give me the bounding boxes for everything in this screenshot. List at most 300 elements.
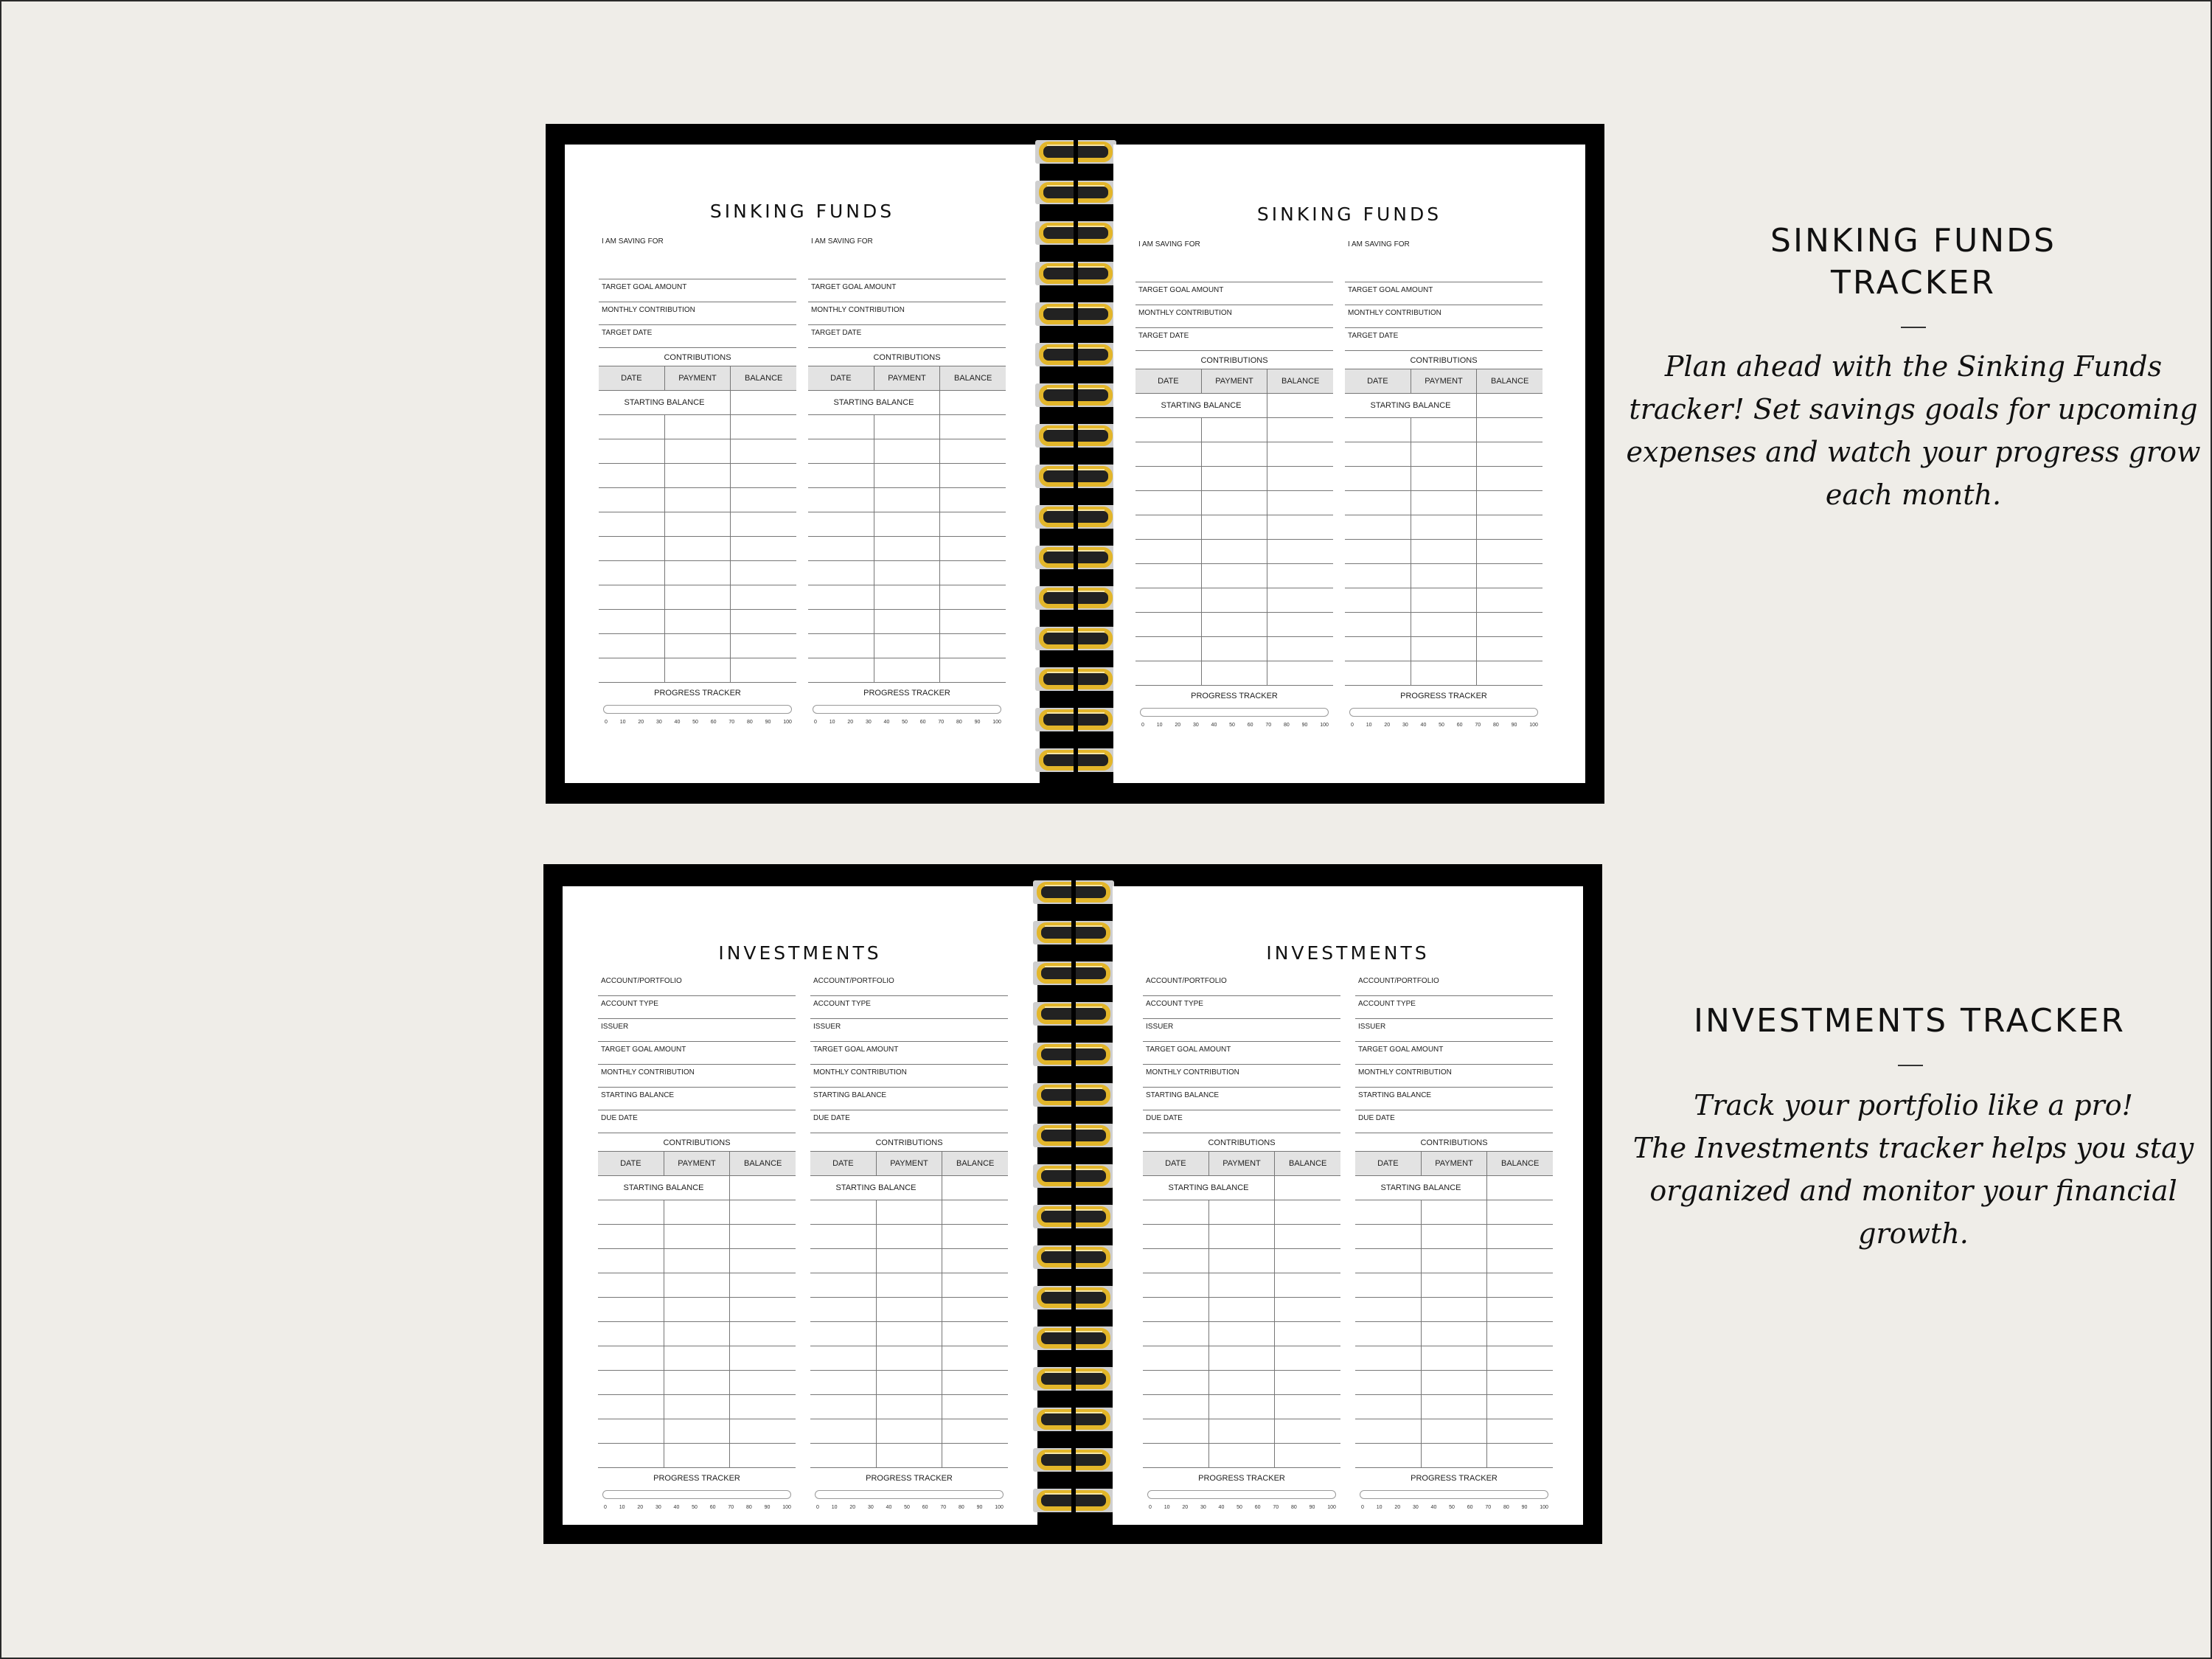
table-row[interactable] [599,537,796,561]
field-label: TARGET GOAL AMOUNT [1355,1042,1553,1065]
progress-tracker-label: PROGRESS TRACKER [1400,692,1487,700]
table-row[interactable] [598,1322,796,1346]
investments-heading [1607,1000,2212,1042]
table-row[interactable] [810,1395,1008,1419]
table-row[interactable] [599,561,796,585]
progress-tick-label: 30 [865,720,872,725]
progress-bar [1349,708,1538,717]
contributions-label: CONTRIBUTIONS [1410,356,1478,365]
table-row[interactable] [1355,1395,1553,1419]
table-row[interactable] [1143,1200,1340,1225]
heading-line-2: TRACKER [1831,264,1996,302]
heading-line: INVESTMENTS TRACKER [1693,1002,2126,1040]
table-header-cell: PAYMENT [664,1152,730,1175]
progress-tick-label: 100 [1320,723,1329,728]
heading-line-1: SINKING FUNDS [1770,222,2056,260]
investments-right-page [1113,886,1583,1525]
table-header [808,366,1006,391]
table-row[interactable] [1143,1273,1340,1298]
progress-tracker-label: PROGRESS TRACKER [1198,1474,1285,1483]
table-row[interactable] [810,1346,1008,1371]
heading-divider [1901,327,1926,328]
progress-tracker-label: PROGRESS TRACKER [654,689,741,698]
field-label: TARGET DATE [1345,328,1543,351]
table-row[interactable] [808,439,1006,464]
progress-tick-label: 40 [1430,1505,1437,1510]
table-row[interactable] [1143,1419,1340,1444]
field-label: ACCOUNT/PORTFOLIO [1143,973,1340,996]
starting-balance-row [1355,1176,1553,1200]
contribution-grid [810,1200,1008,1468]
starting-balance-cell[interactable] [942,1176,1008,1200]
table-header-cell: PAYMENT [664,366,731,390]
table-row[interactable] [810,1249,1008,1273]
table-row[interactable] [1355,1225,1553,1249]
investments-column-4 [1355,973,1553,1510]
field-label: ISSUER [598,1019,796,1042]
sinking-funds-planner [546,124,1604,804]
progress-tick-label: 40 [883,720,890,725]
starting-balance-label: STARTING BALANCE [835,1183,917,1192]
table-row[interactable] [808,488,1006,512]
table-row[interactable] [808,610,1006,634]
progress-ticks [605,720,792,725]
progress-tick-label: 60 [922,1505,928,1510]
table-header-cell: BALANCE [939,366,1006,390]
progress-tick-label: 70 [728,1505,734,1510]
progress-bar [1360,1490,1548,1499]
progress-tick-label: 50 [692,1505,698,1510]
table-header-cell: DATE [620,1159,641,1168]
progress-tick-label: 20 [1182,1505,1189,1510]
progress-tick-label: 30 [655,1505,661,1510]
starting-balance-label: STARTING BALANCE [1370,401,1451,410]
table-row[interactable] [1135,564,1333,588]
table-row[interactable] [1143,1395,1340,1419]
field-label: MONTHLY CONTRIBUTION [1135,305,1333,328]
starting-balance-label: STARTING BALANCE [833,398,914,407]
table-row[interactable] [1135,467,1333,491]
table-row[interactable] [808,634,1006,658]
table-row[interactable] [1355,1322,1553,1346]
field-label: DUE DATE [1143,1110,1340,1133]
column-divider [1421,1200,1422,1468]
progress-tick-label: 80 [746,720,753,725]
progress-tracker-label: PROGRESS TRACKER [1411,1474,1498,1483]
progress-tick-label: 60 [709,1505,716,1510]
table-row[interactable] [599,464,796,488]
progress-tick-label: 60 [919,720,926,725]
progress-tick-label: 50 [1237,1505,1242,1510]
table-row[interactable] [1355,1298,1553,1322]
progress-tick-label: 40 [1420,723,1427,728]
table-row[interactable] [599,512,796,537]
field-label: ACCOUNT TYPE [810,996,1008,1019]
table-row[interactable] [810,1322,1008,1346]
starting-balance-cell[interactable] [1476,394,1543,417]
contributions-label: CONTRIBUTIONS [1420,1138,1488,1147]
progress-tick-label: 30 [1200,1505,1206,1510]
contribution-grid [1135,418,1333,686]
table-row[interactable] [1355,1346,1553,1371]
table-row[interactable] [1355,1200,1553,1225]
progress-bar [602,1490,791,1499]
field-label: ACCOUNT TYPE [1355,996,1553,1019]
page-title: INVESTMENTS [1266,942,1430,964]
field-label: DUE DATE [1355,1110,1553,1133]
field-label: TARGET GOAL AMOUNT [1143,1042,1340,1065]
contribution-grid [598,1200,796,1468]
table-header [1355,1151,1553,1176]
field-label: MONTHLY CONTRIBUTION [1345,305,1543,328]
starting-balance-cell[interactable] [1486,1176,1553,1200]
field-label: TARGET GOAL AMOUNT [598,1042,796,1065]
investments-planner [543,864,1602,1544]
table-header-cell: BALANCE [1486,1152,1553,1175]
progress-ticks [1149,1505,1336,1510]
progress-tick-label: 90 [1309,1505,1315,1510]
progress-tick-label: 100 [992,720,1001,725]
progress-tick-label: 0 [605,720,608,725]
field-label: ISSUER [810,1019,1008,1042]
progress-ticks [1361,1505,1548,1510]
progress-tick-label: 70 [728,720,735,725]
table-row[interactable] [808,537,1006,561]
field-label: ACCOUNT/PORTFOLIO [810,973,1008,996]
table-row[interactable] [810,1225,1008,1249]
field-label: TARGET GOAL AMOUNT [1345,282,1543,305]
table-row[interactable] [1135,588,1333,613]
table-row[interactable] [1345,515,1543,540]
column-divider [664,415,665,683]
field-label: TARGET GOAL AMOUNT [810,1042,1008,1065]
progress-tick-label: 30 [1412,1505,1419,1510]
investments-column-3 [1143,973,1340,1510]
table-header-cell: DATE [1165,1159,1186,1168]
progress-tick-label: 90 [974,720,981,725]
progress-tick-label: 80 [745,1505,752,1510]
table-row[interactable] [598,1371,796,1395]
contributions-label: CONTRIBUTIONS [664,353,731,362]
progress-tick-label: 10 [1156,723,1163,728]
field-label: MONTHLY CONTRIBUTION [598,1065,796,1088]
starting-balance-row [810,1176,1008,1200]
progress-tick-label: 20 [1175,723,1181,728]
table-header-cell: BALANCE [729,1152,796,1175]
table-row[interactable] [1143,1298,1340,1322]
progress-ticks [816,1505,1004,1510]
progress-tick-label: 40 [1218,1505,1225,1510]
progress-tick-label: 80 [956,720,962,725]
progress-ticks [1351,723,1538,728]
field-label: MONTHLY CONTRIBUTION [1355,1065,1553,1088]
table-row[interactable] [1345,467,1543,491]
starting-balance-cell[interactable] [729,1176,796,1200]
column-divider [939,415,940,683]
contributions-label: CONTRIBUTIONS [875,1138,943,1147]
table-row[interactable] [599,439,796,464]
table-header-cell: DATE [1367,377,1388,386]
contributions-label: CONTRIBUTIONS [1208,1138,1276,1147]
table-row[interactable] [1345,661,1543,686]
sinking-column-1 [599,234,796,725]
table-row[interactable] [808,561,1006,585]
starting-balance-cell[interactable] [939,391,1006,414]
table-row[interactable] [1355,1444,1553,1468]
table-header [1135,369,1333,394]
table-row[interactable] [1345,540,1543,564]
description-line: each month. [1825,479,2002,511]
progress-tick-label: 10 [619,720,626,725]
progress-tracker-label: PROGRESS TRACKER [1191,692,1278,700]
center-gap [1074,124,1078,804]
progress-tick-label: 40 [673,1505,680,1510]
table-row[interactable] [599,610,796,634]
table-row[interactable] [1345,564,1543,588]
progress-tick-label: 70 [1273,1505,1279,1510]
table-row[interactable] [598,1298,796,1322]
progress-tick-label: 30 [655,720,662,725]
contribution-grid [808,415,1006,683]
table-row[interactable] [810,1298,1008,1322]
description-line: Plan ahead with the Sinking Funds [1664,350,2163,383]
table-row[interactable] [1345,491,1543,515]
table-row[interactable] [1135,418,1333,442]
progress-tick-label: 80 [1283,723,1290,728]
progress-tick-label: 50 [1439,723,1444,728]
field-label: DUE DATE [810,1110,1008,1133]
table-row[interactable] [1143,1225,1340,1249]
progress-tracker-label: PROGRESS TRACKER [866,1474,953,1483]
table-row[interactable] [1135,442,1333,467]
table-row[interactable] [808,464,1006,488]
table-row[interactable] [1135,613,1333,637]
progress-tick-label: 0 [604,1505,607,1510]
progress-tick-label: 90 [1511,723,1517,728]
table-header-cell: DATE [1377,1159,1399,1168]
field-label: STARTING BALANCE [1143,1088,1340,1110]
table-header-cell: DATE [621,374,642,383]
table-row[interactable] [599,415,796,439]
table-row[interactable] [598,1419,796,1444]
progress-tick-label: 60 [1456,723,1463,728]
progress-tick-label: 30 [867,1505,874,1510]
progress-tick-label: 0 [1361,1505,1364,1510]
column-divider [1208,1200,1209,1468]
field-label: STARTING BALANCE [598,1088,796,1110]
table-row[interactable] [599,585,796,610]
field-label: TARGET DATE [1135,328,1333,351]
field-label: MONTHLY CONTRIBUTION [808,302,1006,325]
field-label: ACCOUNT/PORTFOLIO [1355,973,1553,996]
description-line: growth. [1858,1217,1969,1250]
sinking-funds-description [1626,345,2201,516]
progress-tick-label: 90 [1521,1505,1528,1510]
starting-balance-label: STARTING BALANCE [624,398,705,407]
starting-balance-row [1345,394,1543,418]
contributions-label: CONTRIBUTIONS [663,1138,731,1147]
progress-tick-label: 80 [1290,1505,1297,1510]
table-row[interactable] [599,634,796,658]
progress-tick-label: 10 [1376,1505,1382,1510]
field-label: TARGET GOAL AMOUNT [1135,282,1333,305]
starting-balance-row [1143,1176,1340,1200]
progress-tick-label: 90 [976,1505,983,1510]
contribution-grid [1355,1200,1553,1468]
column-divider [1274,1200,1275,1468]
column-divider [1486,1200,1487,1468]
progress-tick-label: 100 [783,720,792,725]
table-header-cell: DATE [1158,377,1179,386]
table-row[interactable] [810,1273,1008,1298]
table-row[interactable] [1143,1249,1340,1273]
sinking-column-3 [1135,237,1333,728]
progress-tick-label: 80 [958,1505,964,1510]
table-header-cell: PAYMENT [1208,1152,1275,1175]
table-row[interactable] [1143,1371,1340,1395]
table-row[interactable] [810,1444,1008,1468]
table-header-cell: BALANCE [942,1152,1008,1175]
progress-tick-label: 40 [886,1505,892,1510]
progress-tick-label: 10 [1164,1505,1170,1510]
progress-tick-label: 20 [1394,1505,1401,1510]
table-row[interactable] [808,658,1006,683]
table-row[interactable] [598,1200,796,1225]
table-row[interactable] [598,1444,796,1468]
field-label: TARGET GOAL AMOUNT [808,279,1006,302]
field-label: ACCOUNT/PORTFOLIO [598,973,796,996]
starting-balance-row [1135,394,1333,418]
table-row[interactable] [1345,613,1543,637]
progress-tick-label: 70 [940,1505,947,1510]
page-title: SINKING FUNDS [709,201,895,222]
table-row[interactable] [808,585,1006,610]
field-label: I AM SAVING FOR [599,234,796,279]
table-row[interactable] [1135,637,1333,661]
sinking-column-4 [1345,237,1543,728]
page-title: INVESTMENTS [718,942,882,964]
table-row[interactable] [599,658,796,683]
table-row[interactable] [810,1419,1008,1444]
contributions-label: CONTRIBUTIONS [873,353,941,362]
progress-tick-label: 40 [1211,723,1217,728]
progress-tick-label: 0 [816,1505,819,1510]
field-label: DUE DATE [598,1110,796,1133]
table-row[interactable] [598,1225,796,1249]
progress-tick-label: 60 [710,720,717,725]
table-row[interactable] [1355,1371,1553,1395]
table-row[interactable] [1345,588,1543,613]
table-row[interactable] [1135,540,1333,564]
progress-tick-label: 80 [1503,1505,1509,1510]
table-header-cell: PAYMENT [1201,369,1267,393]
field-label: ISSUER [1355,1019,1553,1042]
field-label: STARTING BALANCE [1355,1088,1553,1110]
table-row[interactable] [1355,1249,1553,1273]
table-header-cell: DATE [832,1159,854,1168]
progress-tick-label: 100 [1327,1505,1336,1510]
field-label: TARGET DATE [808,325,1006,348]
investments-description [1626,1084,2201,1255]
field-label: I AM SAVING FOR [1345,237,1543,282]
field-label: ACCOUNT TYPE [1143,996,1340,1019]
progress-tick-label: 90 [764,1505,771,1510]
table-row[interactable] [810,1200,1008,1225]
table-row[interactable] [1355,1419,1553,1444]
table-header [810,1151,1008,1176]
table-row[interactable] [598,1395,796,1419]
progress-tick-label: 50 [1229,723,1235,728]
table-header-cell: BALANCE [1267,369,1333,393]
table-row[interactable] [1355,1273,1553,1298]
column-divider [1201,418,1202,686]
sinking-column-2 [808,234,1006,725]
starting-balance-cell[interactable] [730,391,796,414]
progress-tick-label: 20 [638,720,644,725]
table-row[interactable] [1135,515,1333,540]
table-header-cell: PAYMENT [874,366,940,390]
table-header-cell: DATE [830,374,852,383]
table-row[interactable] [1345,442,1543,467]
field-label: TARGET GOAL AMOUNT [599,279,796,302]
progress-tick-label: 30 [1402,723,1408,728]
starting-balance-cell[interactable] [1267,394,1333,417]
table-row[interactable] [1135,491,1333,515]
progress-tracker-label: PROGRESS TRACKER [653,1474,740,1483]
progress-tick-label: 10 [831,1505,838,1510]
investments-column-2 [810,973,1008,1510]
contribution-grid [599,415,796,683]
starting-balance-row [808,391,1006,415]
table-row[interactable] [598,1346,796,1371]
table-row[interactable] [598,1249,796,1273]
spiral-rings [1025,124,1127,804]
field-label: I AM SAVING FOR [1135,237,1333,282]
table-row[interactable] [1135,661,1333,686]
table-header-cell: PAYMENT [1421,1152,1487,1175]
progress-tick-label: 20 [1384,723,1391,728]
table-row[interactable] [1345,637,1543,661]
description-line: expenses and watch your progress grow [1626,436,2201,468]
progress-tick-label: 90 [1301,723,1308,728]
table-row[interactable] [808,512,1006,537]
column-divider [730,415,731,683]
table-row[interactable] [1143,1322,1340,1346]
table-header [598,1151,796,1176]
progress-tick-label: 10 [1366,723,1372,728]
table-row[interactable] [1143,1444,1340,1468]
table-row[interactable] [1345,418,1543,442]
table-row[interactable] [598,1273,796,1298]
table-row[interactable] [808,415,1006,439]
table-header [599,366,796,391]
progress-bar [1140,708,1329,717]
progress-tick-label: 70 [1485,1505,1492,1510]
column-divider [729,1200,730,1468]
table-row[interactable] [599,488,796,512]
starting-balance-label: STARTING BALANCE [1161,401,1242,410]
starting-balance-label: STARTING BALANCE [1168,1183,1249,1192]
table-row[interactable] [1143,1346,1340,1371]
starting-balance-row [599,391,796,415]
spiral-binding [1025,124,1127,804]
table-row[interactable] [810,1371,1008,1395]
starting-balance-cell[interactable] [1274,1176,1340,1200]
progress-tick-label: 20 [847,720,854,725]
progress-tick-label: 60 [1254,1505,1261,1510]
investments-column-1 [598,973,796,1510]
starting-balance-label: STARTING BALANCE [1380,1183,1461,1192]
